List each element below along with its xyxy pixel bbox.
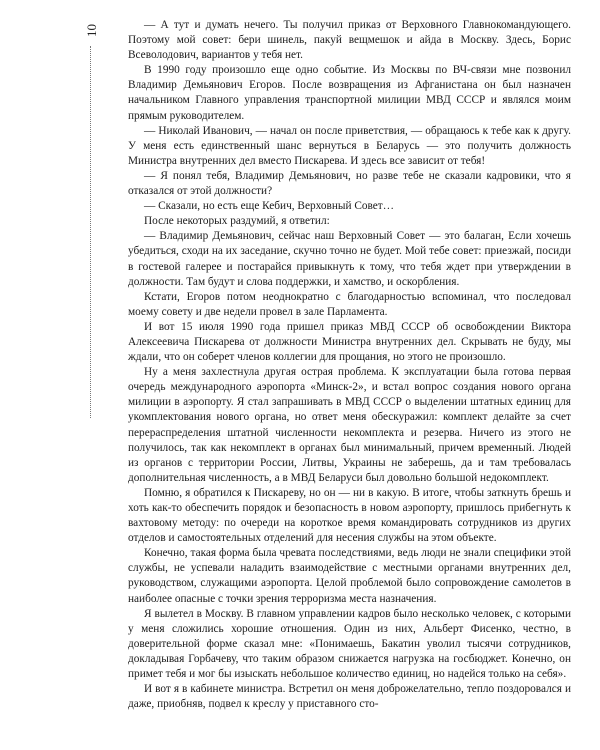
paragraph: Конечно, такая форма была чревата последствиями, ведь люди не знали специфики этой службы, не успевали наладить взаимодействие с местными органами внутренних дел, руководством, служащими аэропорта. Целой проблемой было сопровождение самолетов в наиболее опасные с точки зрения терроризма места назначения. <box>128 547 571 605</box>
paragraph: Кстати, Егоров потом неоднократно с благодарностью вспоминал, что последовал моему совету и две недели провел в зале Парламента. <box>128 290 571 318</box>
paragraph: Ну а меня захлестнула другая острая проблема. К эксплуатации была готова первая очередь международного аэропорта «Минск-2», и встал вопрос создания нового органа милиции в аэропорту. Я стал запрашивать в МВД СССР о выделении штатных единиц для укомплектования нового органа, но ответ меня обескуражил: комплект делайте за счет перераспределения штатной численности некомплекта и резерва. Ничего из этого не получилось, так как некомплект в органах был минимальный, причем временный. Людей из органов с территории России, Литвы, Украины не заберешь, да и там требовалась дополнительная численность, а в МВД Беларуси был довольно большой недокомплект. <box>128 366 571 484</box>
paragraph: Я вылетел в Москву. В главном управлении кадров было несколько человек, с которыми у меня сложились хорошие отношения. Один из них, Альберт Фисенко, честно, в доверительной форме сказал мне: «Понимаешь, Бакатин уволил тысячи сотрудников, докладывая Горбачеву, что таким образом снижается нагрузка на госбюджет. Конечно, он примет тебя и мог бы изыскать небольшое количество единиц, но надейся только на себя». <box>128 607 571 681</box>
body-text <box>128 18 571 712</box>
paragraph: После некоторых раздумий, я ответил: <box>144 215 330 228</box>
margin-dotted-rule <box>90 46 91 418</box>
paragraph: — Владимир Демьянович, сейчас наш Верховный Совет — это балаган, Если хочешь убедиться, сходи на их заседание, скучно точно не будет. Мой тебе совет: приезжай, посиди в гостевой галерее и постарайся привыкнуть к тому, что тебя ждет при утверждении в должности. Там будут и слова поддержки, и хамство, и оскорбления. <box>128 230 571 288</box>
paragraph: — Я понял тебя, Владимир Демьянович, но разве тебе не сказали кадровики, что я отказался от этой должности? <box>128 169 571 198</box>
paragraph: — А тут и думать нечего. Ты получил приказ от Верховного Главнокомандующего. Поэтому мой совет: бери шинель, пакуй вещмешок и айда в Москву. Здесь, Борис Всеволодович, вариантов у тебя нет. <box>128 19 571 62</box>
paragraph: Помню, я обратился к Пискареву, но он — ни в какую. В итоге, чтобы заткнуть брешь и хоть как-то обеспечить порядок и безопасность в новом аэропорту, пришлось прибегнуть к вахтовому методу: по очереди на короткое время командировать сотрудников из других отделов и самостоятельных отделений для несения службы на этом объекте. <box>128 486 571 545</box>
paragraph: — Николай Иванович, — начал он после приветствия, — обращаюсь к тебе как к другу. У меня есть единственный шанс вернуться в Беларусь — это получить должность Министра внутренних дел вместо Пискарева. И здесь все зависит от тебя! <box>128 124 571 167</box>
paragraph: В 1990 году произошло еще одно событие. Из Москвы по ВЧ-связи мне позвонил Владимир Демьянович Егоров. После возвращения из Афганистана он был назначен начальником Главного управления транспортной милиции МВД СССР и являлся моим прямым руководителем. <box>128 64 571 122</box>
page-number: 10 <box>84 24 99 38</box>
paragraph: И вот я в кабинете министра. Встретил он меня доброжелательно, тепло поздоровался и даже, приобняв, подвел к креслу у приставного сто- <box>128 683 571 711</box>
paragraph: И вот 15 июля 1990 года пришел приказ МВД СССР об освобождении Виктора Алексеевича Пискарева от должности Министра внутренних дел. Скрывать не буду, мы ждали, что он соберет членов коллегии для прощания, но этого не произошло. <box>128 320 571 364</box>
paragraph: — Сказали, но есть еще Кебич, Верховный Совет… <box>144 200 395 213</box>
